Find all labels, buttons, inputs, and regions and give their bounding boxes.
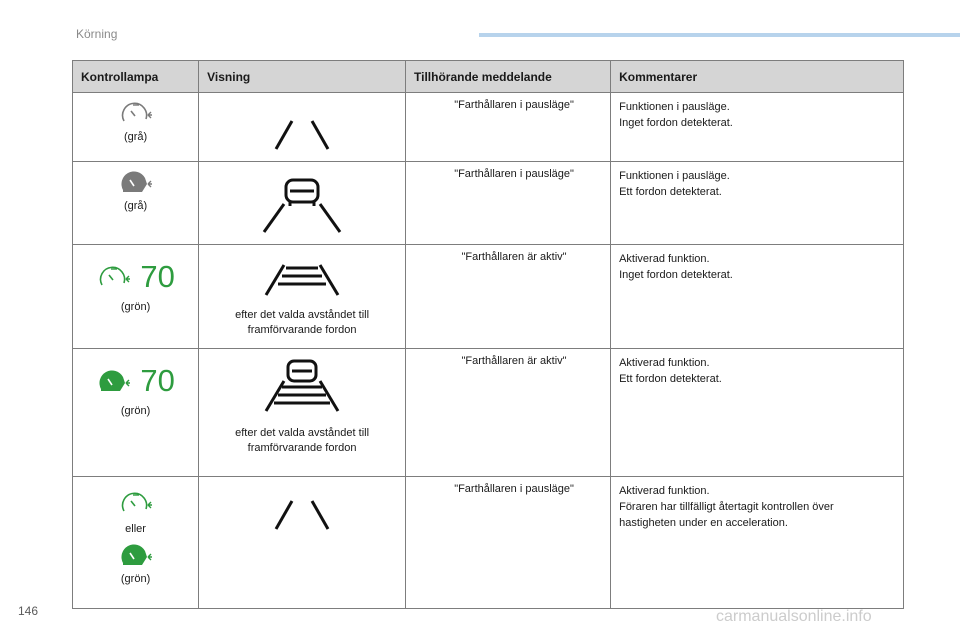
table-row	[73, 162, 904, 245]
display-note-line: framförvarande fordon	[247, 442, 357, 454]
lane-distance-bars-icon	[252, 257, 352, 301]
comment-line: Föraren har tillfälligt återtagit kontrollen över	[619, 501, 834, 513]
comment-cell	[611, 477, 904, 609]
comment-line: Inget fordon detekterat.	[619, 117, 733, 129]
page-number: 146	[18, 604, 39, 618]
message-cell	[406, 162, 611, 245]
message-text: "Farthållaren är aktiv"	[461, 251, 567, 263]
lamp-or-label: eller	[125, 523, 146, 535]
set-speed-value: 70	[140, 363, 175, 398]
cruise-vehicle-grey-icon	[118, 168, 154, 196]
comment-line: Ett fordon detekterat.	[619, 373, 722, 385]
table-row	[73, 93, 904, 162]
lamp-label: (grön)	[120, 405, 151, 417]
lamp-cell	[73, 162, 199, 245]
table-row	[73, 245, 904, 349]
lamp-cell	[73, 477, 199, 609]
lamp-cell	[73, 93, 199, 162]
lamp-cell	[73, 245, 199, 349]
section-bar	[479, 33, 960, 37]
cruise-outline-green-icon	[118, 489, 154, 517]
message-cell	[406, 245, 611, 349]
comment-line: hastigheten under en acceleration.	[619, 517, 788, 529]
comment-line: Aktiverad funktion.	[619, 357, 710, 369]
comment-cell	[611, 93, 904, 162]
message-cell	[406, 477, 611, 609]
lane-lines-icon	[252, 493, 352, 533]
table-header-row	[73, 61, 904, 93]
section-title: Körning	[76, 27, 118, 41]
comment-cell	[611, 245, 904, 349]
comment-cell	[611, 349, 904, 477]
comment-line: Funktionen i pausläge.	[619, 170, 730, 182]
comment-line: Funktionen i pausläge.	[619, 101, 730, 113]
message-text: "Farthållaren i pausläge"	[454, 168, 574, 180]
display-cell	[199, 349, 406, 477]
lamp-cell	[73, 349, 199, 477]
lane-vehicle-distance-icon	[252, 357, 352, 417]
lane-lines-icon	[252, 113, 352, 153]
message-cell	[406, 349, 611, 477]
message-text: "Farthållaren i pausläge"	[454, 483, 574, 495]
col-header-visning: Visning	[199, 61, 406, 93]
lamp-label: (grön)	[120, 573, 151, 585]
lamp-label: (grå)	[123, 131, 148, 143]
lamp-label: (grå)	[123, 200, 148, 212]
cruise-outline-grey-icon	[118, 99, 154, 127]
cruise-control-table	[72, 60, 904, 609]
lane-vehicle-icon	[252, 172, 352, 236]
comment-cell	[611, 162, 904, 245]
col-header-kommentarer: Kommentarer	[611, 61, 904, 93]
display-cell	[199, 477, 406, 609]
display-note-line: framförvarande fordon	[247, 324, 357, 336]
message-text: "Farthållaren är aktiv"	[461, 355, 567, 367]
table-row	[73, 477, 904, 609]
display-note-line: efter det valda avståndet till	[235, 427, 370, 439]
col-header-kontrollampa: Kontrollampa	[73, 61, 199, 93]
comment-line: Aktiverad funktion.	[619, 253, 710, 265]
set-speed-value: 70	[140, 259, 175, 294]
message-cell	[406, 93, 611, 162]
cruise-vehicle-green-icon	[96, 367, 132, 395]
display-cell	[199, 162, 406, 245]
display-cell	[199, 93, 406, 162]
cruise-outline-green-icon	[96, 263, 132, 291]
col-header-meddelande: Tillhörande meddelande	[406, 61, 611, 93]
message-text: "Farthållaren i pausläge"	[454, 99, 574, 111]
table-row	[73, 349, 904, 477]
lamp-label: (grön)	[120, 301, 151, 313]
comment-line: Aktiverad funktion.	[619, 485, 710, 497]
display-note-line: efter det valda avståndet till	[235, 309, 370, 321]
display-cell	[199, 245, 406, 349]
watermark: carmanualsonline.info	[716, 608, 872, 625]
comment-line: Ett fordon detekterat.	[619, 186, 722, 198]
cruise-vehicle-green-icon	[118, 541, 154, 569]
comment-line: Inget fordon detekterat.	[619, 269, 733, 281]
